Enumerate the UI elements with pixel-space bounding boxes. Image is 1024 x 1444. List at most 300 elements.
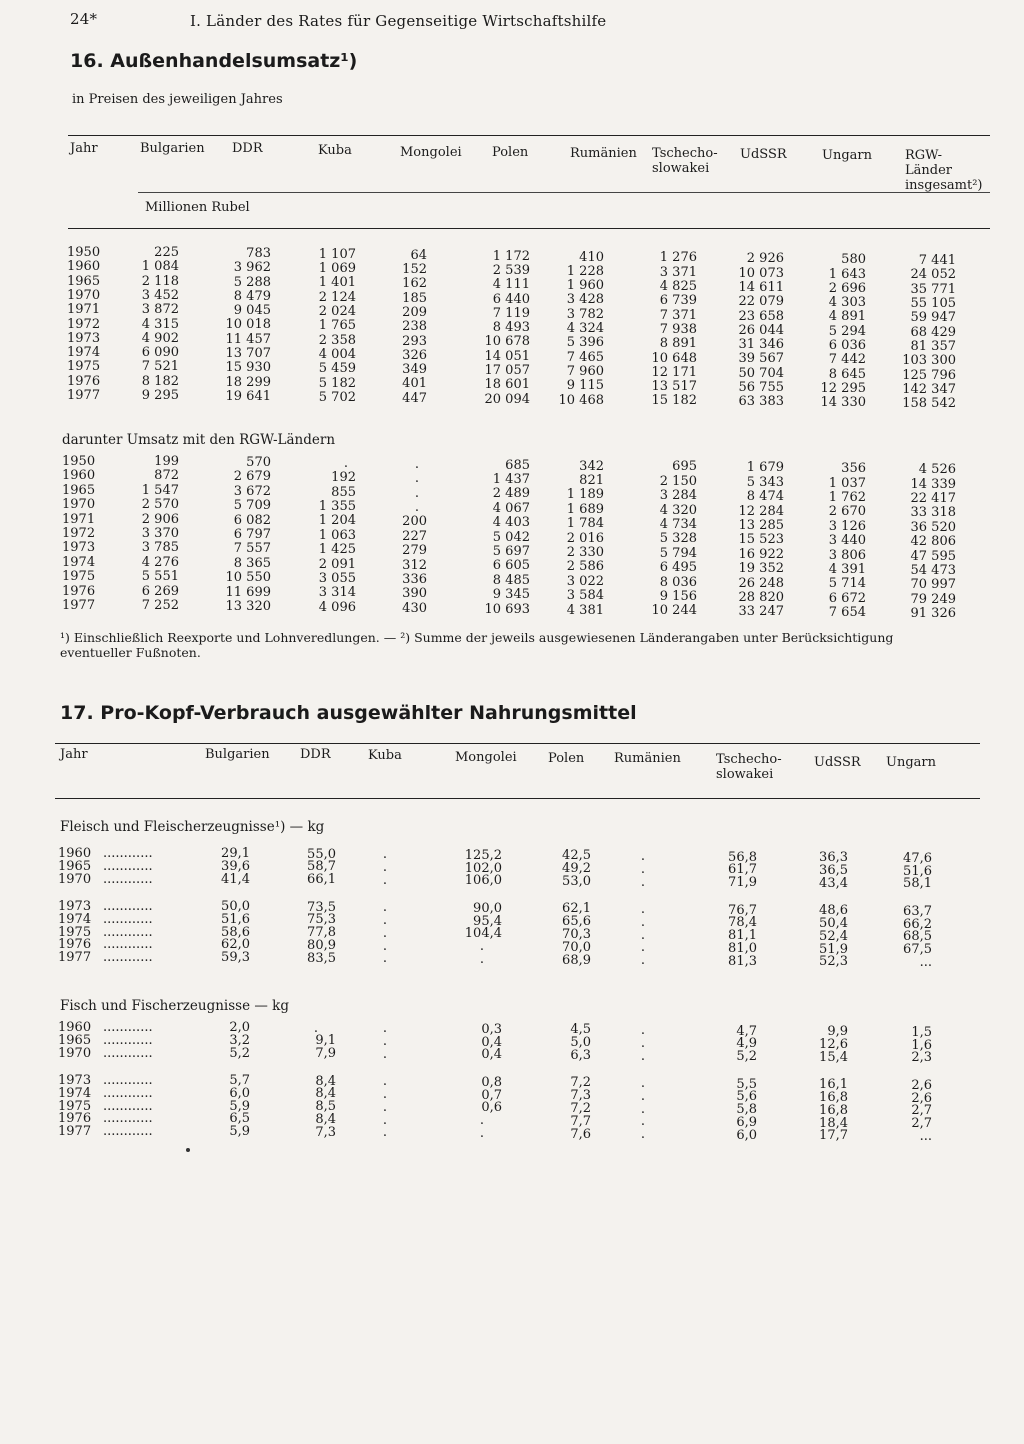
table-cell: . [640, 914, 645, 930]
table-cell: 9,9 [827, 1024, 848, 1040]
table-cell: 3 785 [141, 540, 179, 556]
table-cell: 68,5 [903, 929, 932, 945]
dot-leader: ............ [103, 937, 153, 953]
table-row-year: 1970 [67, 287, 101, 303]
table17-top-rule [55, 743, 980, 744]
table-cell: 81,0 [728, 941, 757, 956]
table-cell: 3 371 [659, 264, 697, 280]
ink-speck [186, 1148, 190, 1152]
table-cell: 35 771 [910, 281, 956, 297]
table-row-year: 1976 [62, 583, 96, 599]
table-cell: 73,5 [307, 899, 336, 915]
table-cell: 4 734 [659, 517, 697, 532]
dot-leader: ............ [103, 911, 153, 927]
table-cell: 1 037 [828, 475, 866, 491]
table17-col-header: Rumänien [614, 751, 681, 766]
table-cell: 18,4 [819, 1115, 848, 1131]
table-cell: 783 [246, 245, 271, 261]
dot-leader: ............ [103, 1098, 153, 1114]
table-cell: 1 643 [828, 266, 866, 282]
table-cell: 41,4 [221, 871, 250, 887]
table-cell: 33 318 [910, 505, 956, 521]
table-cell: 2 358 [318, 332, 356, 348]
table-cell: . [479, 1113, 484, 1129]
table-cell: 5,9 [229, 1098, 250, 1114]
table-cell: 47,6 [903, 850, 932, 866]
table-cell: 50 704 [738, 365, 784, 381]
table-cell: 5 288 [233, 274, 271, 290]
table-cell: 7 938 [659, 321, 697, 337]
table-cell: . [382, 1112, 387, 1128]
table-cell: 7 119 [492, 305, 530, 321]
running-header: I. Länder des Rates für Gegenseitige Wirtschaftshilfe [190, 12, 607, 30]
table-cell: 4 526 [918, 462, 956, 478]
table-cell: 3,2 [229, 1032, 250, 1048]
table-row-year: 1973 [67, 330, 101, 346]
table-cell: 8 891 [659, 336, 697, 352]
table-cell: 13 320 [225, 598, 271, 614]
table17-col-header: Bulgarien [205, 747, 270, 762]
table-cell: . [382, 1021, 387, 1037]
table-cell: . [479, 1126, 484, 1141]
table-cell: 49,2 [562, 861, 591, 877]
table-cell: 42 806 [910, 534, 956, 550]
table-cell: 2,6 [911, 1090, 932, 1106]
table-cell: 81,3 [728, 953, 757, 969]
table17-col-header: UdSSR [814, 755, 861, 770]
table-cell: 4 891 [828, 309, 866, 325]
table-cell: 5 702 [318, 389, 356, 405]
table-cell: 695 [672, 459, 697, 475]
table-cell: 5 697 [492, 544, 530, 559]
table-cell: . [640, 902, 645, 917]
table-cell: 1 547 [141, 482, 179, 498]
table-cell: 55 105 [910, 296, 956, 311]
table-cell: 19 641 [225, 388, 271, 404]
table-cell: 2 150 [659, 473, 697, 489]
table-cell: 5 794 [659, 545, 697, 561]
table-cell: 17,7 [819, 1128, 848, 1144]
table-row-year: 1950 [67, 245, 101, 260]
table-cell: 0,6 [481, 1100, 502, 1116]
table-row-year: 1972 [62, 526, 96, 541]
table-cell: 3 452 [141, 287, 179, 303]
table-cell: 2 679 [233, 469, 271, 485]
table-cell: 13 517 [651, 379, 697, 395]
table-cell: 33 247 [738, 604, 784, 620]
table-cell: 36,3 [819, 850, 848, 866]
table-cell: 1,6 [911, 1037, 932, 1053]
table-cell: 16,8 [819, 1102, 848, 1118]
table-cell: 580 [841, 252, 866, 268]
table-cell: . [382, 900, 387, 916]
table-cell: 95,4 [473, 913, 502, 929]
table-cell: 5 714 [828, 576, 866, 592]
table-cell: 7,3 [570, 1088, 591, 1104]
table-cell: 326 [402, 347, 427, 363]
table-cell: 336 [402, 571, 427, 587]
table-cell: 70,0 [562, 939, 591, 955]
table-row-year: 1974 [58, 911, 92, 927]
table-cell: 4 403 [492, 515, 530, 531]
table-row-year: 1974 [58, 1085, 92, 1101]
table-cell: 6 672 [828, 590, 866, 606]
table-cell: 15,4 [819, 1049, 848, 1065]
table-cell: 238 [402, 319, 427, 335]
table-cell: 5 182 [318, 375, 356, 391]
table-cell: 63,7 [903, 903, 932, 919]
table17-col-header: Jahr [60, 747, 88, 762]
table-row-year: 1970 [58, 1045, 92, 1061]
table-cell: . [640, 1127, 645, 1143]
dot-leader: ............ [103, 1045, 153, 1061]
table-cell: 5,8 [736, 1102, 757, 1118]
dot-leader: ............ [103, 1085, 153, 1101]
table-cell: 50,4 [819, 916, 848, 931]
table-cell: . [382, 913, 387, 928]
table16-col-header: Rumänien [570, 146, 637, 161]
dot-leader: ............ [103, 1073, 153, 1088]
table-cell: 8,4 [315, 1086, 336, 1102]
table-cell: . [382, 860, 387, 875]
table-cell: 4 067 [492, 500, 530, 516]
table-cell: 10 678 [484, 334, 530, 350]
table-cell: 3 126 [828, 518, 866, 534]
table-cell: 15 930 [225, 360, 271, 376]
table-cell: 64 [410, 247, 427, 263]
table-cell: . [640, 861, 645, 877]
table-row-year: 1973 [58, 899, 92, 914]
table-cell: 1 172 [492, 248, 530, 264]
table-cell: 872 [154, 468, 179, 484]
table-cell: 18 601 [484, 377, 530, 393]
table-cell: 2 696 [828, 280, 866, 296]
table-cell: 2,7 [911, 1116, 932, 1132]
table-cell: 6,5 [229, 1111, 250, 1127]
table-cell: 8 182 [141, 373, 179, 389]
table16-unit: Millionen Rubel [145, 200, 250, 215]
table-cell: 1 960 [566, 278, 604, 294]
table-cell: 5 343 [746, 474, 784, 490]
table17-header-rule [55, 798, 980, 799]
table-cell: 1 228 [566, 263, 604, 279]
table-cell: 70 997 [910, 577, 956, 593]
table-cell: 6 090 [141, 345, 179, 361]
table-cell: 11 457 [225, 331, 271, 347]
table-cell: . [382, 1125, 387, 1141]
table-cell: 430 [402, 600, 427, 616]
table-cell: 6 440 [492, 291, 530, 307]
table-cell: 12 171 [651, 364, 697, 380]
table-cell: 2 906 [141, 511, 179, 527]
table-cell: 8 365 [233, 555, 271, 571]
table16-top-rule [68, 135, 990, 136]
table-cell: 209 [402, 304, 427, 320]
table-cell: 5 709 [233, 498, 271, 514]
table-cell: 5,5 [736, 1076, 757, 1092]
table-cell: . [414, 456, 419, 472]
table-cell: . [382, 1046, 387, 1062]
table-row-year: 1975 [67, 359, 101, 375]
table-cell: 1 204 [318, 513, 356, 529]
table-cell: 56,8 [728, 849, 757, 865]
table-cell: 4 902 [141, 330, 179, 346]
table-cell: 4,9 [736, 1036, 757, 1052]
table-cell: 342 [579, 458, 604, 474]
table-cell: 7,2 [570, 1101, 591, 1116]
table-cell: 3 806 [828, 547, 866, 563]
table-cell: 36,5 [819, 863, 848, 878]
table-cell: 6 495 [659, 560, 697, 576]
table-cell: 16 922 [738, 546, 784, 562]
table-cell: 14 330 [820, 395, 866, 411]
table-cell: 22 079 [738, 294, 784, 310]
table-cell: 5 396 [566, 335, 604, 351]
table-cell: 3 440 [828, 533, 866, 549]
table-row-year: 1976 [58, 937, 92, 953]
table-row-year: 1975 [62, 569, 96, 585]
table16-col-header: RGW- Länder insgesamt²) [905, 148, 983, 193]
table16-unit-rule [138, 192, 990, 193]
table-cell: 685 [505, 457, 530, 473]
table-cell: 58,1 [903, 876, 932, 892]
table-cell: 6,9 [736, 1115, 757, 1130]
table-cell: 6 739 [659, 293, 697, 309]
table-cell: 5 294 [828, 323, 866, 339]
table-cell: 51,6 [221, 911, 250, 927]
table16-title: 16. Außenhandelsumsatz¹) [70, 50, 358, 72]
table-cell: 855 [331, 484, 356, 500]
table16-col-header: Polen [492, 145, 529, 160]
table-cell: 4 315 [141, 316, 179, 332]
table17-fish-label: Fisch und Fischerzeugnisse — kg [60, 998, 289, 1014]
table17-meat-label: Fleisch und Fleischerzeugnisse¹) — kg [60, 819, 325, 835]
table-cell: 5 328 [659, 531, 697, 547]
table-cell: 7,7 [570, 1113, 591, 1129]
table16-footnote-cont: eventueller Fußnoten. [60, 645, 201, 660]
table-cell: 2,7 [911, 1103, 932, 1119]
dot-leader: ............ [103, 871, 153, 887]
table-row-year: 1976 [67, 373, 101, 389]
table-cell: 1 762 [828, 490, 866, 505]
table-cell: . [640, 953, 645, 969]
table-cell: 55,0 [307, 846, 336, 862]
table-cell: 13 285 [738, 517, 784, 533]
table-cell: . [313, 1020, 318, 1036]
table-cell: 24 052 [910, 267, 956, 283]
table-cell: 4 004 [318, 346, 356, 362]
table-cell: 12,6 [819, 1037, 848, 1052]
table-cell: 23 658 [738, 308, 784, 324]
table-cell: 5,0 [570, 1035, 591, 1051]
table16-col-header: Bulgarien [140, 141, 205, 156]
table-cell: 104,4 [464, 926, 502, 942]
table-cell: 158 542 [902, 396, 956, 412]
table-cell: 9 345 [492, 587, 530, 603]
dot-leader: ............ [103, 924, 153, 940]
table-cell: . [479, 939, 484, 955]
table-row-year: 1977 [58, 1124, 92, 1140]
table-row-year: 1977 [62, 598, 96, 613]
table-cell: 2,0 [229, 1020, 250, 1035]
table-cell: 2 539 [492, 262, 530, 278]
table16-col-header: Ungarn [822, 148, 872, 163]
table-cell: 162 [402, 276, 427, 292]
table-row-year: 1973 [62, 540, 96, 556]
table-cell: 9 295 [141, 388, 179, 403]
table-cell: 9,1 [315, 1033, 336, 1049]
table-cell: . [640, 1088, 645, 1104]
table-cell: 12 295 [820, 380, 866, 396]
table-cell: 3 872 [141, 302, 179, 318]
table-cell: 3 672 [233, 483, 271, 499]
table-cell: . [640, 927, 645, 943]
table-cell: 9 115 [566, 378, 604, 394]
table-cell: 7 521 [141, 359, 179, 375]
table-cell: 227 [402, 528, 427, 544]
table-cell: 11 699 [225, 584, 271, 600]
table-row-year: 1970 [62, 497, 96, 513]
table-cell: 19 352 [738, 561, 784, 577]
table-cell: 4 391 [828, 562, 866, 577]
table-cell: 6,0 [229, 1085, 250, 1101]
table-cell: 83,5 [307, 950, 336, 966]
table-cell: 7 441 [918, 253, 956, 269]
page-number: 24* [70, 10, 98, 28]
table-cell: 6,3 [570, 1048, 591, 1063]
table-cell: 10 244 [651, 603, 697, 619]
table-cell: 6 269 [141, 583, 179, 599]
table-cell: 10 648 [651, 350, 697, 366]
table-cell: 56 755 [738, 380, 784, 395]
table-cell: 142 347 [902, 381, 956, 397]
table-cell: 8,5 [315, 1099, 336, 1115]
table-row-year: 1965 [67, 273, 101, 289]
table-cell: 13 707 [225, 346, 271, 361]
table-cell: 6 797 [233, 526, 271, 542]
table-cell: . [640, 874, 645, 890]
table-cell: 7,2 [570, 1075, 591, 1091]
table-cell: . [640, 1035, 645, 1051]
table-cell: 4 320 [659, 502, 697, 518]
table-cell: 15 182 [651, 393, 697, 409]
table-cell: 75,3 [307, 912, 336, 928]
table-row-year: 1974 [62, 554, 96, 570]
table-cell: 59,3 [221, 950, 250, 966]
table-cell: 78,4 [728, 915, 757, 931]
table-cell: 12 284 [738, 503, 784, 519]
table-cell: 61,7 [728, 862, 757, 878]
table-cell: 59 947 [910, 310, 956, 326]
table-cell: 20 094 [484, 391, 530, 407]
table-cell: 7 442 [828, 352, 866, 368]
table-cell: 2 670 [828, 504, 866, 520]
table-cell: 28 820 [738, 589, 784, 605]
table-cell: 349 [402, 362, 427, 378]
table-cell: 6,0 [736, 1127, 757, 1143]
table-cell: 1 355 [318, 499, 356, 514]
table-cell: 2 118 [141, 273, 179, 289]
table-cell: 15 523 [738, 532, 784, 548]
table-cell: 1 765 [318, 318, 356, 334]
table-cell: . [640, 1101, 645, 1117]
table-cell: . [382, 847, 387, 863]
table-cell: 10 693 [484, 601, 530, 617]
table-cell: 4 111 [492, 277, 530, 293]
table-cell: 76,7 [728, 902, 757, 918]
table-cell: . [640, 1076, 645, 1091]
table-cell: 410 [579, 249, 604, 265]
table-cell: . [382, 872, 387, 888]
table-cell: 81,1 [728, 928, 757, 944]
table-cell: 390 [402, 586, 427, 602]
table-cell: 50,0 [221, 899, 250, 914]
table-cell: 29,1 [221, 846, 250, 861]
table-cell: 125,2 [464, 847, 502, 863]
table-cell: 1 437 [492, 472, 530, 487]
table-cell: 4 825 [659, 279, 697, 294]
table-cell: 8 479 [233, 288, 271, 304]
table-cell: 26 044 [738, 322, 784, 338]
table-cell: 39 567 [738, 351, 784, 367]
table-cell: 7 371 [659, 307, 697, 323]
table17-col-header: Kuba [368, 748, 402, 763]
table-cell: 3 428 [566, 292, 604, 308]
table-cell: 31 346 [738, 337, 784, 353]
table-cell: . [640, 940, 645, 956]
table-cell: 1 401 [318, 275, 356, 291]
table-row-year: 1971 [62, 511, 96, 527]
table17-col-header: DDR [300, 747, 331, 762]
table-cell: 8,4 [315, 1112, 336, 1127]
table-cell: 1 425 [318, 542, 356, 558]
table-cell: . [382, 1099, 387, 1115]
table-cell: 3 314 [318, 585, 356, 601]
table-cell: 125 796 [902, 367, 956, 383]
table-cell: 91 326 [910, 606, 956, 622]
table-row-year: 1965 [58, 858, 92, 874]
table-cell: 62,0 [221, 937, 250, 953]
table-row-year: 1971 [67, 302, 101, 318]
table-cell: 152 [402, 262, 427, 277]
table-cell: 103 300 [902, 353, 956, 369]
table-cell: 14 339 [910, 476, 956, 492]
table-row-year: 1977 [58, 950, 92, 966]
table-cell: 106,0 [464, 873, 502, 889]
table-cell: 7 960 [566, 363, 604, 379]
table-cell: 36 520 [910, 519, 956, 535]
table-cell: 5,9 [229, 1124, 250, 1140]
table-cell: . [343, 455, 348, 471]
dot-leader: ............ [103, 950, 153, 966]
table-cell: 102,0 [464, 860, 502, 876]
table-cell: 9 045 [233, 303, 271, 319]
table-cell: 1 689 [566, 501, 604, 517]
table-cell: 26 248 [738, 575, 784, 591]
table-cell: . [382, 951, 387, 967]
table-cell: 5,7 [229, 1073, 250, 1088]
table-cell: 2 024 [318, 304, 356, 319]
table-cell: 5,6 [736, 1089, 757, 1105]
table-cell: 1 107 [318, 246, 356, 262]
table-cell: 63 383 [738, 394, 784, 410]
table-row-year: 1975 [58, 924, 92, 940]
table-cell: 48,6 [819, 903, 848, 919]
table-cell: 8 036 [659, 574, 697, 590]
table-cell: 279 [402, 543, 427, 559]
table17-col-header: Polen [548, 751, 585, 766]
table-cell: . [414, 471, 419, 487]
